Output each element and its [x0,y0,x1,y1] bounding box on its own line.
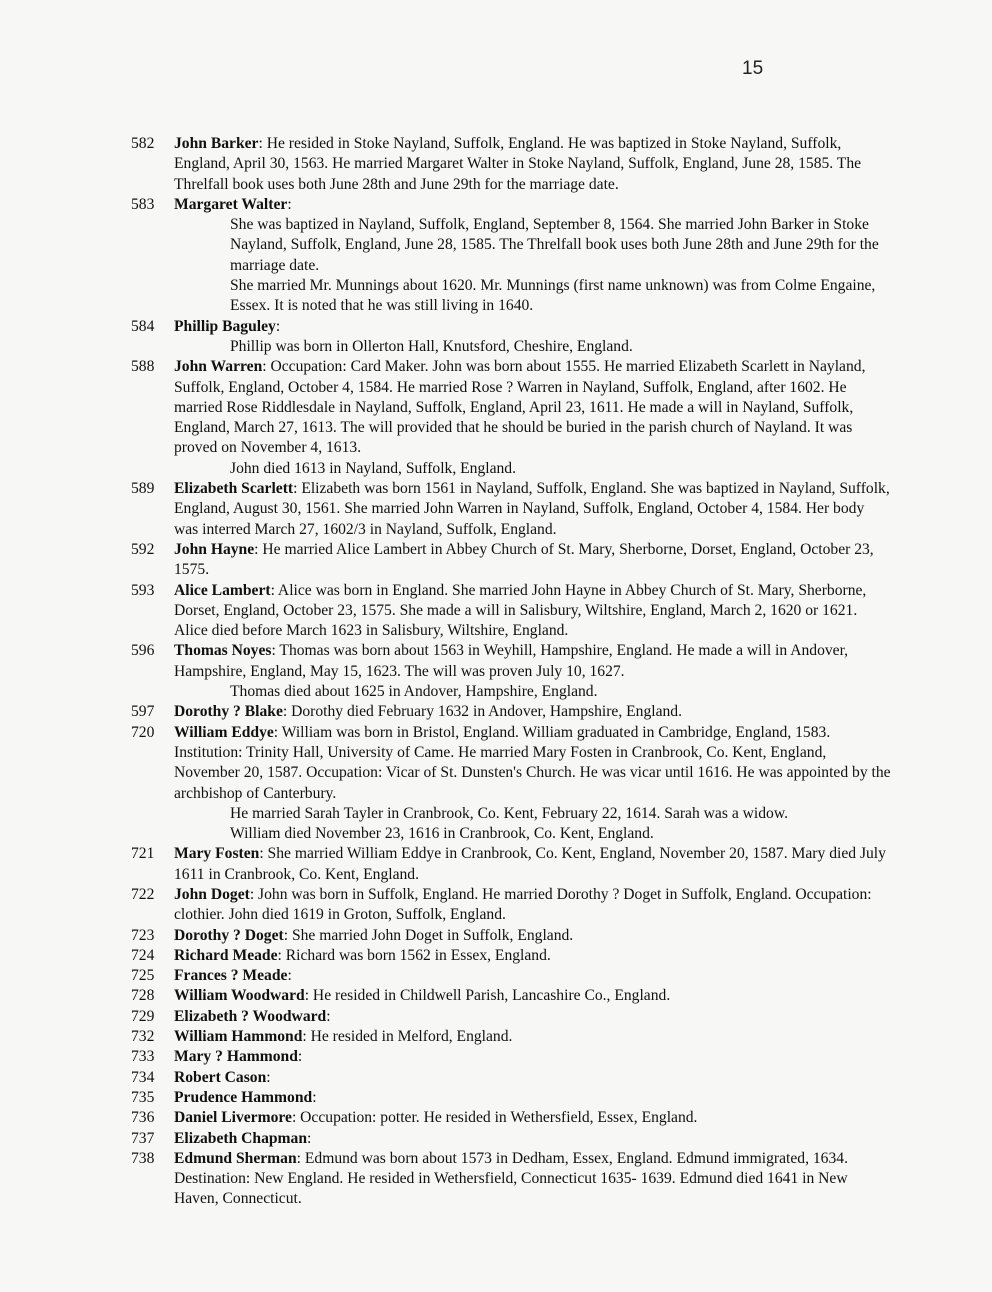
entry-number: 725 [131,967,155,985]
entry-728 [0,986,992,1006]
entry-number: 732 [131,1028,155,1046]
entry-text: : [287,195,292,213]
entry-732 [0,1027,992,1047]
entry-text: : [275,317,281,335]
entry-593 [0,581,992,642]
entry-text: : Occupation: potter. He resided in Wethersfield, Essex, England. [291,1109,698,1127]
person-name: John Hayne [174,540,255,558]
entry-text: She married Mr. Munnings about 1620. Mr. Munnings (first name unknown) was from Colme Engaine, Essex. It is noted that he was still living in 1640. [230,277,876,315]
entry-paragraph [174,702,892,722]
entry-text: : Occupation: Card Maker. John was born about 1555. He married Elizabeth Scarlett in Nayland, Suffolk, England, October 4, 1584. He married Rose ? Warren in Nayland, Suffolk, England, after 1602. He married Rose Riddlesdale in Nayland, Suffolk, England, April 23, 1611. He made a will in Nayland, Suffolk, England, March 27, 1613. The will provided that he should be buried in the parish church of Nayland. It was proved on November 4, 1613. [174,358,866,457]
person-name: William Woodward [174,987,305,1005]
entry-paragraph [174,276,892,317]
entry-721 [0,844,992,885]
entry-paragraph [174,885,892,926]
entry-597 [0,702,992,722]
person-name: Dorothy ? Doget [174,926,284,944]
person-name: Mary Fosten [174,845,260,863]
entry-722 [0,885,992,926]
entry-text: : William was born in Bristol, England. William graduated in Cambridge, England, 1583. Institution: Trinity Hall, University of Came. He married Mary Fosten in Cranbrook, Co. Kent, England, November 20, 1587. Occupation: Vicar of St. Dunsten's Church. He was vicar until 1616. He was appointed by the archbishop of Canterbury. [174,723,891,802]
entry-number: 721 [131,845,155,863]
entry-paragraph [174,215,892,276]
entry-number: 729 [131,1007,155,1025]
entry-736 [0,1108,992,1128]
person-name: Robert Cason [174,1068,267,1086]
person-name: Edmund Sherman [174,1149,297,1167]
entry-738 [0,1149,992,1210]
entry-720 [0,723,992,845]
entry-text: : He married Alice Lambert in Abbey Church of St. Mary, Sherborne, Dorset, England, October 23, 1575. [174,540,874,579]
entry-text: : She married John Doget in Suffolk, England. [283,926,574,944]
person-name: William Eddye [174,723,274,741]
entry-592 [0,540,992,581]
entry-number: 588 [131,358,155,376]
entry-text: : [312,1088,317,1106]
person-name: Prudence Hammond [174,1088,313,1106]
entry-paragraph [174,986,892,1006]
person-name: John Warren [174,358,263,376]
entry-number: 738 [131,1149,155,1167]
entry-text: : [307,1129,312,1147]
entry-paragraph [174,946,892,966]
entry-number: 734 [131,1068,155,1086]
entry-584 [0,317,992,358]
entry-723 [0,926,992,946]
entry-number: 596 [131,642,155,660]
entry-number: 723 [131,926,155,944]
person-name: Elizabeth Chapman [174,1129,308,1147]
entry-paragraph [174,966,892,986]
entry-paragraph [174,1088,892,1108]
person-name: William Hammond [174,1028,303,1046]
entry-paragraph [174,926,892,946]
entry-733 [0,1047,992,1067]
person-name: Thomas Noyes [174,642,272,660]
entry-text: Phillip was born in Ollerton Hall, Knutsford, Cheshire, England. [230,337,633,355]
entry-text: : Dorothy died February 1632 in Andover, Hampshire, England. [282,703,682,721]
entry-number: 592 [131,540,155,558]
entry-paragraph [174,1108,892,1128]
entry-number: 584 [131,317,155,335]
entry-text: : [266,1068,271,1086]
entry-text: : Richard was born 1562 in Essex, England. [277,946,551,964]
entry-number: 720 [131,723,155,741]
entry-588 [0,357,992,479]
entry-paragraph [174,479,892,540]
entry-735 [0,1088,992,1108]
entry-729 [0,1007,992,1027]
entry-724 [0,946,992,966]
entry-paragraph [174,1027,892,1047]
entry-text: He married Sarah Tayler in Cranbrook, Co. Kent, February 22, 1614. Sarah was a widow. [230,804,788,822]
entry-paragraph [174,540,892,581]
entry-number: 733 [131,1048,155,1066]
person-name: Frances ? Meade [174,967,288,985]
entry-text: : Elizabeth was born 1561 in Nayland, Suffolk, England. She was baptized in Nayland, Suffolk, England, August 30, 1561. She married John Warren in Nayland, Suffolk, England, October 4, 1584. Her body was interred March 27, 1602/3 in Nayland, Suffolk, England. [174,480,890,538]
entry-text: : She married William Eddye in Cranbrook, Co. Kent, England, November 20, 1587. Mary died July 1611 in Cranbrook, Co. Kent, England. [174,845,886,883]
entry-text: : He resided in Childwell Parish, Lancashire Co., England. [304,987,671,1005]
entry-number: 735 [131,1088,155,1106]
entry-text: : [287,967,292,985]
entry-725 [0,966,992,986]
entry-number: 728 [131,987,155,1005]
entry-text: John died 1613 in Nayland, Suffolk, England. [230,459,517,477]
entry-number: 737 [131,1129,155,1147]
entry-text: : Alice was born in England. She married John Hayne in Abbey Church of St. Mary, Sherborne, Dorset, England, October 23, 1575. She made a will in Salisbury, Wiltshire, England, March 2, 1620 or 1621. Alice died before March 1623 in Salisbury, Wiltshire, England. [174,581,867,640]
entry-paragraph [174,641,892,682]
entry-number: 597 [131,703,155,721]
entry-paragraph [174,804,892,824]
entry-number: 736 [131,1109,155,1127]
entry-text: She was baptized in Nayland, Suffolk, England, September 8, 1564. She married John Barker in Stoke Nayland, Suffolk, England, June 28, 1585. The Threlfall book uses both June 28th and June 29th for the marriage date. [230,216,879,274]
person-name: John Barker [174,135,259,152]
entry-text: : John was born in Suffolk, England. He married Dorothy ? Doget in Suffolk, England. Occupation: clothier. John died 1619 in Groton, Suffolk, England. [174,885,872,924]
person-name: Dorothy ? Blake [174,703,283,721]
entry-596 [0,641,992,702]
entry-text: : [326,1007,331,1025]
entry-paragraph [174,337,892,357]
entry-text: : He resided in Melford, England. [302,1028,513,1046]
entry-582 [0,134,992,195]
entry-number: 589 [131,480,155,498]
entry-paragraph [174,723,892,804]
entry-paragraph [174,317,892,337]
entry-paragraph [174,459,892,479]
entry-paragraph [174,682,892,702]
entry-text: : [297,1048,303,1066]
entry-paragraph [174,824,892,844]
entry-number: 722 [131,885,155,903]
person-name: John Doget [174,885,250,903]
entry-text: : Edmund was born about 1573 in Dedham, Essex, England. Edmund immigrated, 1634. Destination: New England. He resided in Wethersfield, Connecticut 1635- 1639. Edmund died 1641 in New Haven, Connecticut. [174,1149,848,1208]
entry-paragraph [174,134,892,195]
entry-paragraph [174,357,892,458]
person-name: Margaret Walter [174,195,288,213]
person-name: Elizabeth Scarlett [174,480,294,498]
entry-737 [0,1129,992,1149]
entry-paragraph [174,581,892,642]
entry-paragraph [174,1129,892,1149]
entry-paragraph [174,1068,892,1088]
person-name: Elizabeth ? Woodward [174,1007,327,1025]
entry-number: 724 [131,946,155,964]
person-name: Mary ? Hammond [174,1048,298,1066]
person-name: Daniel Livermore [174,1109,292,1127]
person-name: Richard Meade [174,946,278,964]
entry-text: Thomas died about 1625 in Andover, Hampshire, England. [230,683,598,701]
entry-paragraph [174,195,892,215]
entry-paragraph [174,1007,892,1027]
entry-text: : Thomas was born about 1563 in Weyhill, Hampshire, England. He made a will in Andover, Hampshire, England, May 15, 1623. The will was proven July 10, 1627. [174,642,849,680]
entry-text: : He resided in Stoke Nayland, Suffolk, England. He was baptized in Stoke Nayland, Suffolk, England, April 30, 1563. He married Margaret Walter in Stoke Nayland, Suffolk, England, June 28, 1585. The Threlfall book uses both June 28th and June 29th for the marriage date. [174,135,862,193]
person-name: Phillip Baguley [174,317,276,335]
entry-text: William died November 23, 1616 in Cranbrook, Co. Kent, England. [230,825,654,843]
entry-583 [0,195,992,317]
entry-paragraph [174,1149,892,1210]
entry-number: 593 [131,581,155,599]
entry-paragraph [174,1047,892,1067]
page-number: 15 [742,58,764,79]
person-name: Alice Lambert [174,581,271,599]
entry-734 [0,1068,992,1088]
entry-number: 583 [131,195,155,213]
entry-number: 582 [131,135,155,152]
entry-paragraph [174,844,892,885]
entry-589 [0,479,992,540]
genealogy-entries [0,134,992,1210]
